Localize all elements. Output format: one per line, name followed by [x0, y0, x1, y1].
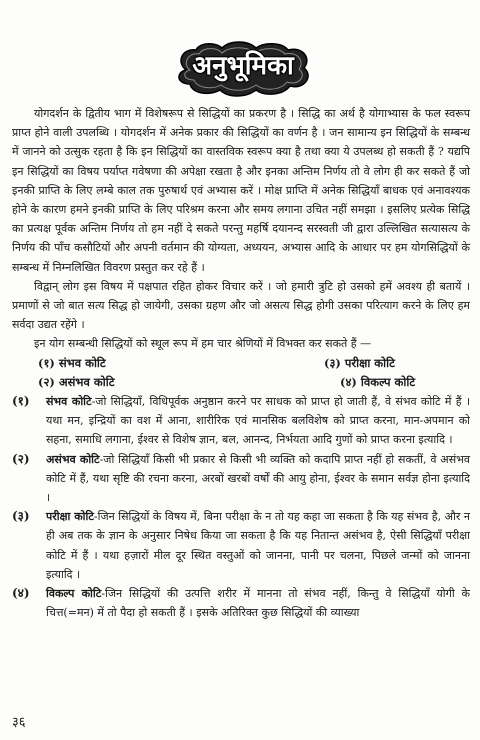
paragraph-classification: इन योग सम्बन्धी सिद्धियों को स्थूल रूप में हम चार श्रेणियों में विभक्त कर सकते हैं —: [34, 337, 372, 351]
title-banner: [172, 40, 314, 98]
paragraph-request: विद्वान् लोग इस विषय में पक्षपात रहित होकर विचार करें । जो हमारी त्रुटि हो उसको हमें अवश्य ही बतायें । प्रमाणों से जो बात सत्य सिद्ध हो जायेगी, उसका ग्रहण और जो असत्य सिद्ध होगी उसका परित्याग करने के लिए हम सर्वदा उद्यत रहेंगे ।: [12, 279, 470, 332]
paragraph-intro: योगदर्शन के द्वितीय भाग में विशेषरूप से सिद्धियों का प्रकरण है । सिद्धि का अर्थ है योगाभ्यास के फल स्वरूप प्राप्त होने वाली उपलब्धि । योगदर्शन में अनेक प्रकार की सिद्धियों का वर्णन है । जन सामान्य इन सिद्धियों के सम्बन्ध में जानने को उत्सुक रहता है कि इन सिद्धियों का वास्तविक स्वरूप क्या है तथा क्या ये उपलब्ध हो सकती हैं ? यद्यपि इन सिद्धियों का विषय पर्याप्त गवेषणा की अपेक्षा रखता है और इनका अन्तिम निर्णय तो वे लोग ही कर सकते हैं जो इनकी प्राप्ति के लिए लम्बे काल तक पुरुषार्थ एवं अभ्यास करें । मोक्ष प्राप्ति में अनेक सिद्धियाँ बाधक एवं अनावश्यक होने के कारण हमने इनकी प्राप्ति के लिए परिश्रम करना और समय लगाना उचित नहीं समझा । इसलिए प्रत्येक सिद्धि का प्रत्यक्ष पूर्वक अन्तिम निर्णय तो हम नहीं दे सकते परन्तु महर्षि दयानन्द सरस्वती जी द्वारा उल्लिखित सत्यासत्य के निर्णय की पाँच कसौटियों और अपनी वर्तमान की योग्यता, अध्ययन, अभ्यास आदि के आधार पर हम योगसिद्धियों के सम्बन्ध में निम्नलिखित विवरण प्रस्तुत कर रहे हैं ।: [12, 107, 470, 274]
item-heading: संभव कोटि: [46, 395, 92, 409]
item-text: -जिन सिद्धियों की उत्पत्ति शरीर में मानना तो संभव नहीं, किन्तु वे सिद्धियाँ योगी के चित्त(=मन) में तो पैदा हो सकती हैं । इसके अतिरिक्त कुछ सिद्धियों की व्याख्या: [46, 587, 470, 620]
item-number: (३): [12, 509, 30, 524]
category-asambhav: (२) असंभव कोटि: [38, 374, 115, 389]
item-number: (४): [12, 586, 30, 601]
document-body: [12, 104, 470, 622]
item-heading: असंभव कोटि: [46, 452, 100, 466]
page-title: अनुभूमिका: [192, 51, 294, 81]
list-item: [12, 584, 470, 622]
list-item: [12, 507, 470, 584]
category-sambhav: (१) संभव कोटि: [38, 355, 106, 370]
item-text: -जो सिद्धियाँ किसी भी प्रकार से किसी भी व्यक्ति को कदापि प्राप्त नहीं हो सकतीं, वे असंभव कोटि में हैं, यथा सृष्टि की रचना करना, अरबों खरबों वर्षों की आयु होना, ईश्वर के समान सर्वज्ञ होना इत्यादि ।: [46, 452, 470, 505]
list-item: [12, 392, 470, 450]
page-number: ३६: [12, 715, 26, 730]
item-number: (१): [12, 394, 30, 409]
item-heading: विकल्प कोटि: [46, 587, 102, 601]
item-heading: परीक्षा कोटि: [46, 510, 94, 524]
category-pariksha: (३) परीक्षा कोटि: [324, 355, 395, 370]
item-text: -जिन सिद्धियों के विषय में, बिना परीक्षा के न तो यह कहा जा सकता है कि यह संभव है, और न ही अब तक के ज्ञान के अनुसार निषेध किया जा सकता है कि यह नितान्त असंभव है, ऐसी सिद्धियाँ परीक्षा कोटि में हैं । यथा हज़ारों मील दूर स्थित वस्तुओं को जानना, पानी पर चलना, पिछले जन्मों को जानना इत्यादि ।: [46, 510, 470, 581]
category-list: [12, 354, 470, 392]
list-item: [12, 450, 470, 508]
item-number: (२): [12, 451, 30, 466]
item-text: -जो सिद्धियाँ, विधिपूर्वक अनुष्ठान करने पर साधक को प्राप्त हो जाती हैं, वे संभव कोटि में हैं । यथा मन, इन्द्रियों का वश में आना, शारीरिक एवं मानसिक बलविशेष को प्राप्त करना, मान-अपमान को सहना, समाधि लगाना, ईश्वर से विशेष ज्ञान, बल, आनन्द, निर्भयता आदि गुणों को प्राप्त करना इत्यादि ।: [46, 395, 470, 447]
category-vikalp: (४) विकल्प कोटि: [340, 374, 416, 389]
